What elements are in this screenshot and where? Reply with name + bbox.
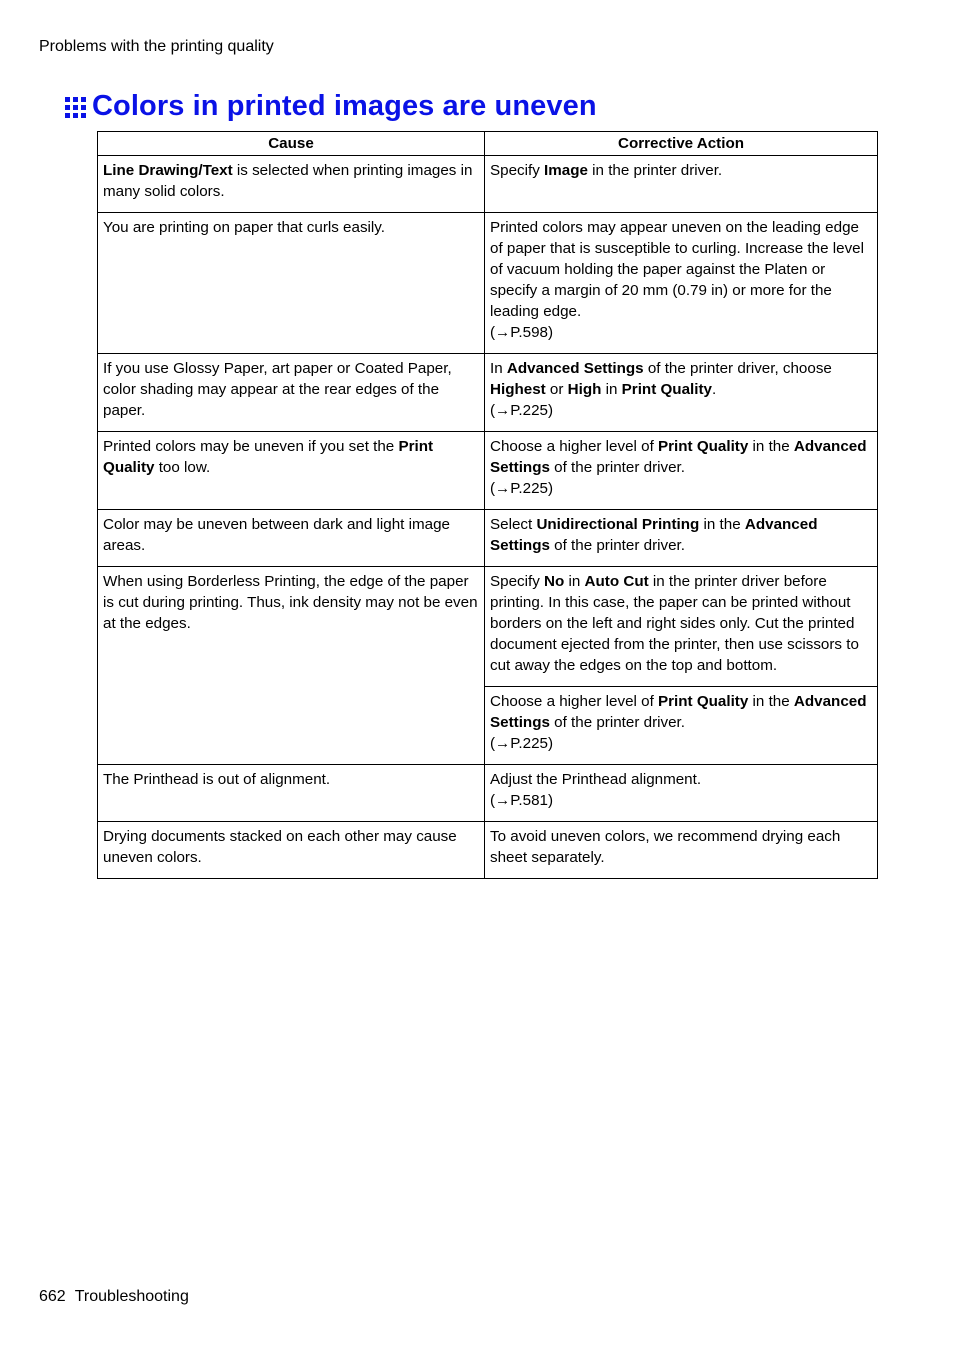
action-cell: Specify Image in the printer driver. <box>485 156 878 213</box>
running-header: Problems with the printing quality <box>39 38 274 55</box>
table-row <box>98 765 878 822</box>
table-row <box>98 567 878 687</box>
action-cell: To avoid uneven colors, we recommend drying each sheet separately. <box>485 822 878 879</box>
cause-cell: Printed colors may be uneven if you set the Print Quality too low. <box>98 432 485 510</box>
action-cell: Select Unidirectional Printing in the Advanced Settings of the printer driver. <box>485 510 878 567</box>
action-cell: Choose a higher level of Print Quality in the Advanced Settings of the printer driver. (→P.225) <box>485 687 878 765</box>
cause-cell: Drying documents stacked on each other may cause uneven colors. <box>98 822 485 879</box>
table-row <box>98 432 878 510</box>
page-reference-link[interactable]: (→P.225) <box>490 402 554 419</box>
cause-cell: The Printhead is out of alignment. <box>98 765 485 822</box>
column-header-action: Corrective Action <box>485 132 878 156</box>
footer-section: Troubleshooting <box>74 1288 189 1305</box>
action-cell: Choose a higher level of Print Quality in the Advanced Settings of the printer driver. (→P.225) <box>485 432 878 510</box>
action-cell: Adjust the Printhead alignment. (→P.581) <box>485 765 878 822</box>
cause-cell: Color may be uneven between dark and light image areas. <box>98 510 485 567</box>
action-cell: In Advanced Settings of the printer driver, choose Highest or High in Print Quality. (→P.225) <box>485 354 878 432</box>
page-footer <box>39 1287 189 1307</box>
page-reference-link[interactable]: (→P.225) <box>490 480 554 497</box>
action-cell: Printed colors may appear uneven on the leading edge of paper that is susceptible to curling. Increase the level of vacuum holding the paper against the Platen or specify a margin of 20 mm (0.79 in) or more for the leading edge. (→P.598) <box>485 213 878 354</box>
table-row <box>98 213 878 354</box>
page-number: 662 <box>39 1288 66 1305</box>
table-row <box>98 156 878 213</box>
table-header-row <box>98 132 878 156</box>
column-header-cause: Cause <box>98 132 485 156</box>
troubleshooting-table <box>97 131 878 879</box>
cause-cell: When using Borderless Printing, the edge of the paper is cut during printing. Thus, ink density may not be even at the edges. <box>98 567 485 765</box>
grid-icon <box>65 97 86 118</box>
page-reference-link[interactable]: (→P.225) <box>490 735 554 752</box>
table-row <box>98 822 878 879</box>
cause-cell: You are printing on paper that curls easily. <box>98 213 485 354</box>
page-reference-link[interactable]: (→P.598) <box>490 324 554 341</box>
page-reference-link[interactable]: (→P.581) <box>490 792 554 809</box>
page-title: Colors in printed images are uneven <box>92 90 597 122</box>
page-title-row <box>65 88 597 124</box>
cause-cell: Line Drawing/Text is selected when printing images in many solid colors. <box>98 156 485 213</box>
action-cell: Specify No in Auto Cut in the printer driver before printing. In this case, the paper can be printed without borders on the left and right sides only. Cut the printed document ejected from the printer, then use scissors to cut away the edges on the top and bottom. <box>485 567 878 687</box>
table-row <box>98 354 878 432</box>
table-row <box>98 510 878 567</box>
cause-cell: If you use Glossy Paper, art paper or Coated Paper, color shading may appear at the rear edges of the paper. <box>98 354 485 432</box>
